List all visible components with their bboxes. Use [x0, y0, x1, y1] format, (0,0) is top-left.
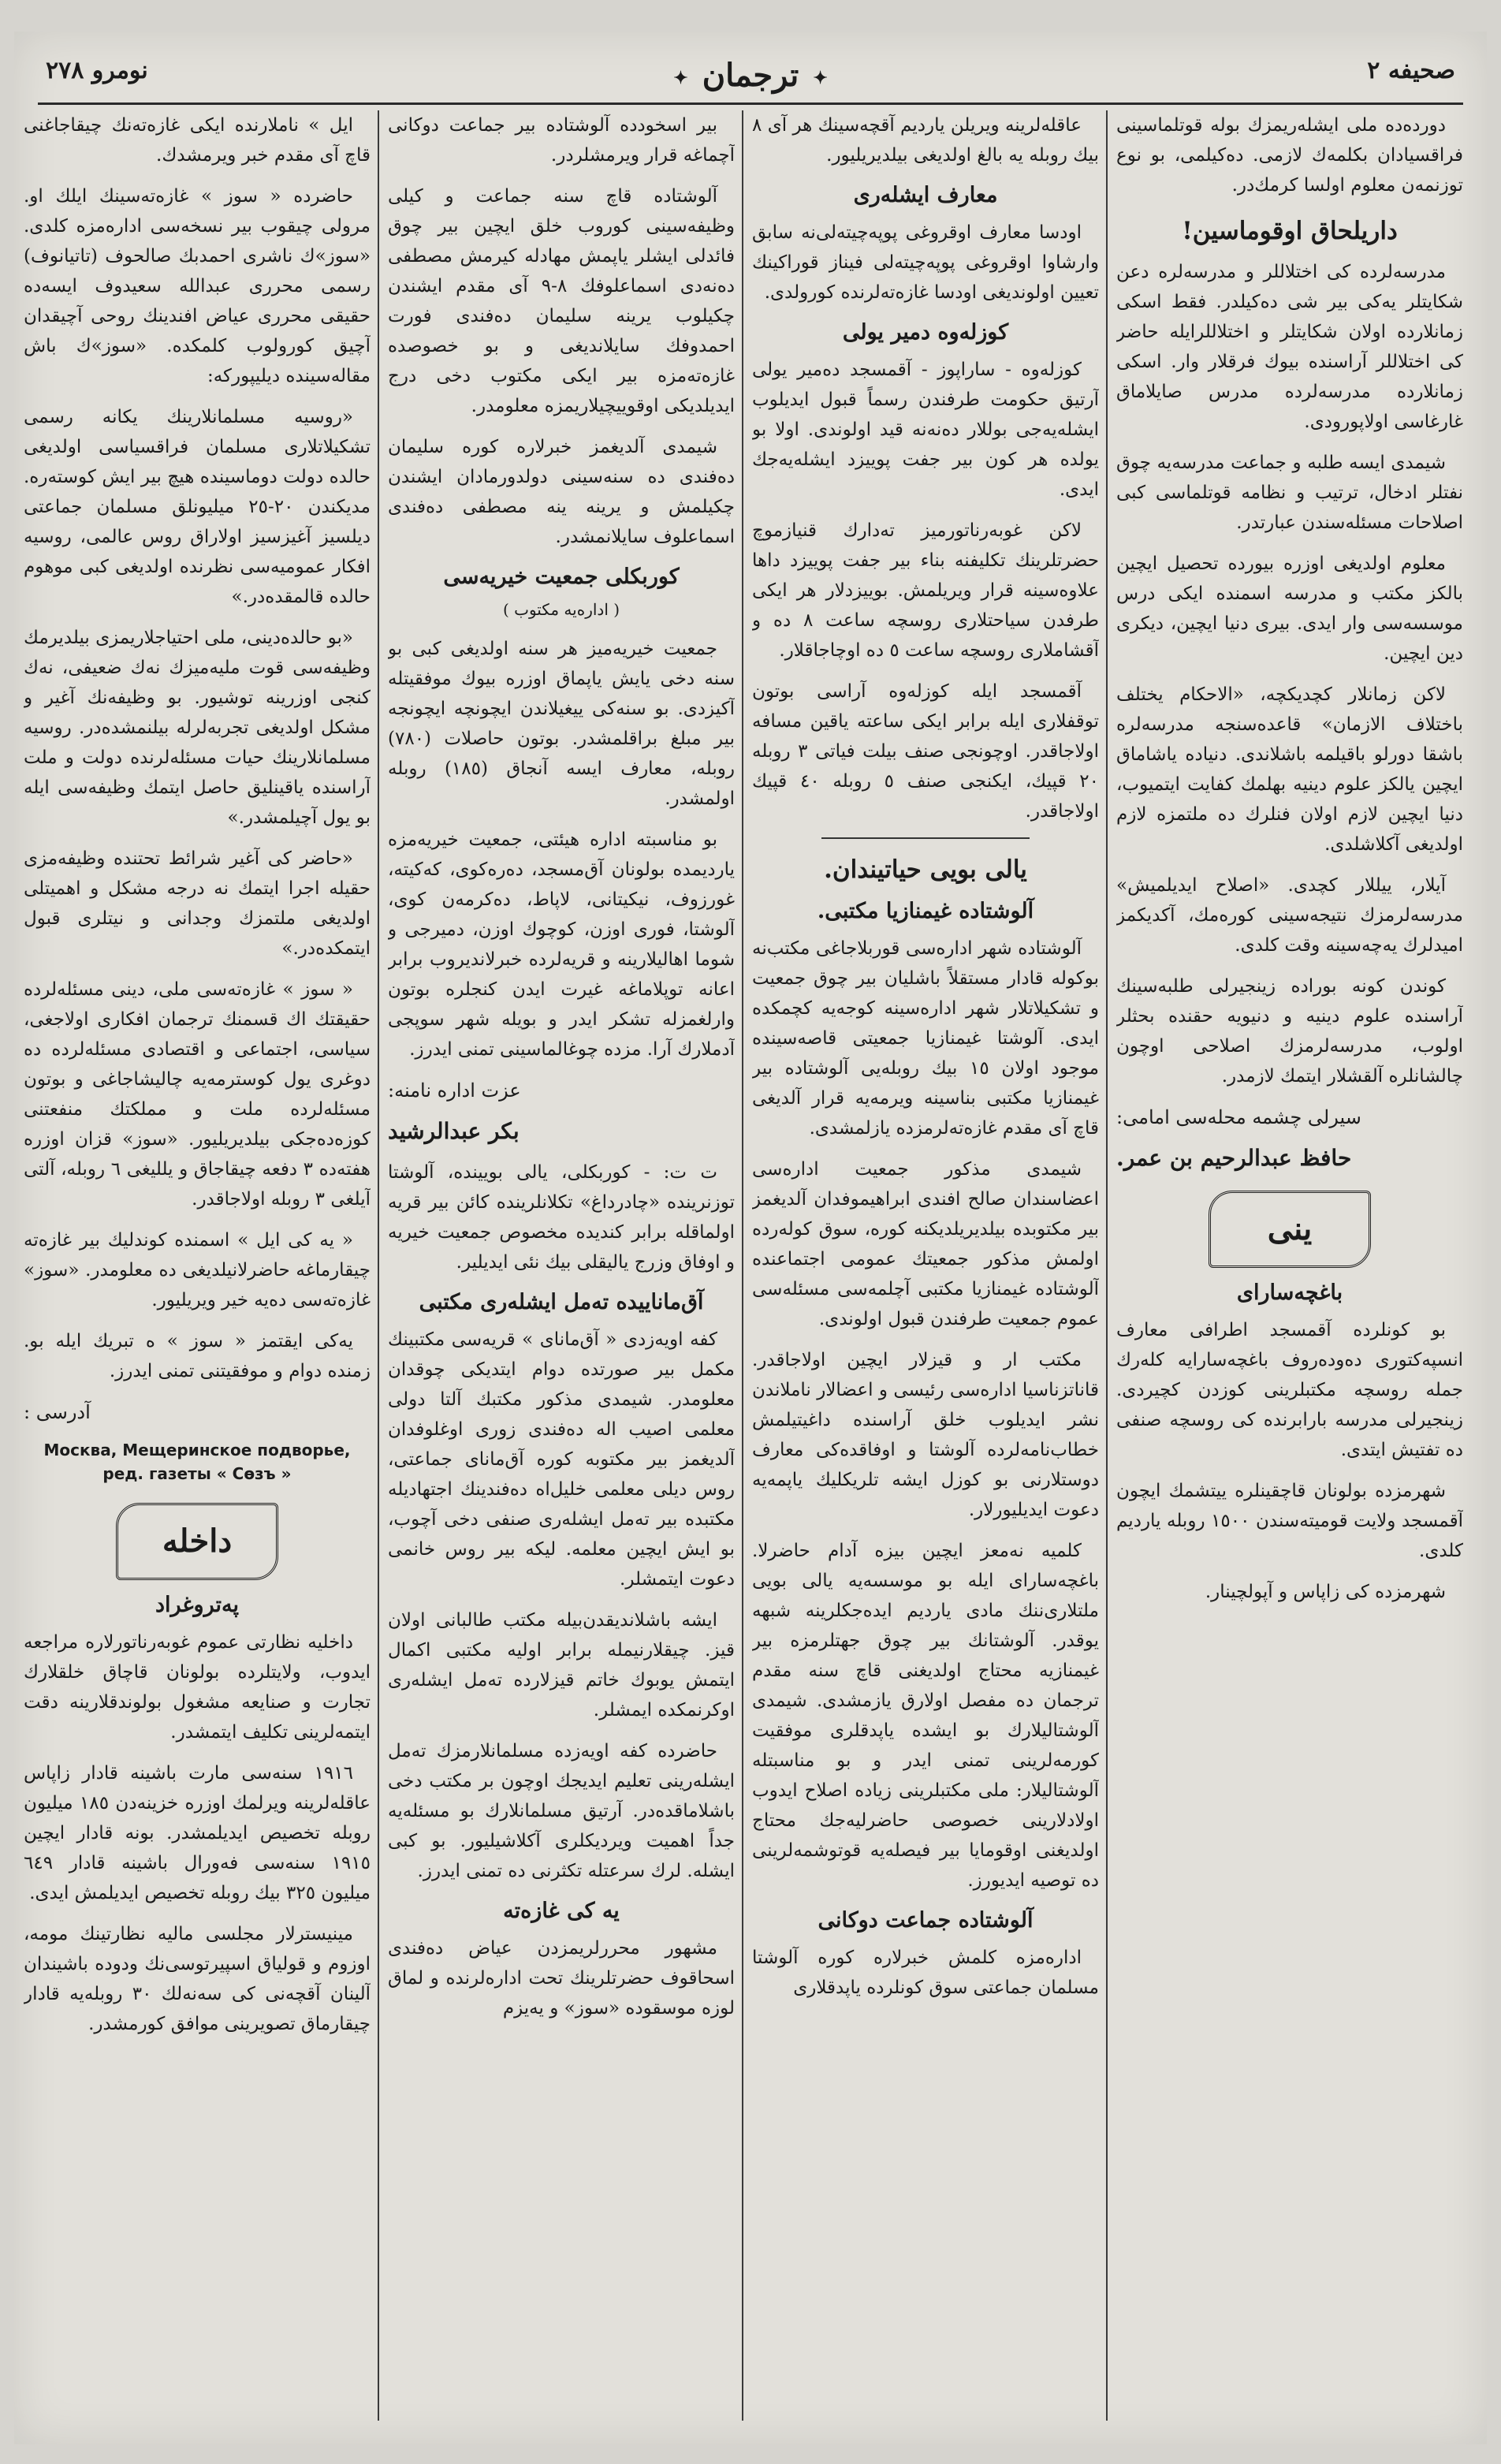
article-paragraph: بیر اسخودده آلوشتاده بیر جماعت دوكانی آچماغه قرار ویرمشلردر.: [388, 115, 735, 166]
issue-number-label: نومرو ٢٧٨: [46, 57, 148, 84]
article-paragraph: جمعیت خیریه‌میز هر سنه اولدیغی كبی بو سنه دخی یایش یاپماق اوزره بیوك موفقیتله آكیزدی. بو سنه‌كی ییغیلاندن ایچونچه ایچونجه بیر مبلغ براقلمشدر. بوتون حاصلات (٧٨٠) روبله، معارف ایسه آنجاق (١٨٥) روبله اولمشدر.: [388, 639, 735, 809]
signature-name: بكر عبدالرشید: [388, 1118, 520, 1144]
article-paragraph: لاكن زمانلار كچدیكچه، «الاحكام یختلف باختلاف الازمان» قاعده‌سنجه مدرسه‌لره باشقا دورلو باقیلمه باشلاندی. دنیاده یاشاماق ایچین یالكز علوم دینیه بهلمك كفایت ایتمیوب، دنیا ایچین لازم اولان فنلرك ده ملتمزه لازم اولدیغی آكلاشلدی.: [1116, 684, 1463, 855]
column-divider: [742, 110, 743, 2421]
article-subheading: ( اداره‌یه مكتوب ): [502, 600, 620, 619]
column-divider: [378, 110, 379, 2421]
article-heading: معارف ایشله‌ری: [853, 183, 998, 207]
article-paragraph: شیمدی مذكور جمعیت اداره‌سی اعضاسندان صالح افندی ابراهیموفدان آلدیغمز بیر مكتوبده بیلدیریلدیكنه كوره، سوق كوله‌رده اولمش مذكور جمعیتك عمومی اجتماعنده آلوشتاده غیمنازیا مكتبی آچلمه‌سی مسئله‌سی عموم جمعیت طرفندن قبول اولوندی.: [752, 1159, 1099, 1329]
page-number-label: صحيفه ٢: [1367, 57, 1455, 84]
article-paragraph: « سوز » غازه‌ته‌سی ملی، دینی مسئله‌لرده حقیقتك اك قسمنك ترجمان افكاری اولاجغی، سیاسی، اجتماعی و اقتصادی مسئله‌لرده ده دوغری یول كوسترمه‌یه چالیشاجاغی و بوتون مسئله‌لرده ملت و مملكتك منفعتنی كوزه‌ده‌جكی بیلدیریلیور. «سوز» قزان اوزره هفته‌ده ٣ دفعه چیقاجاق و یللیغی ٦ روبله، آلتی آیلغی ٣ روبله اولاجاقدر.: [24, 979, 371, 1210]
article-paragraph: ایل » ناملارنده ایكی غازه‌ته‌نك چیقاجاغنی قاچ آی مقدم خبر ویرمشدك.: [24, 115, 371, 166]
article-paragraph: لاكن غوبه‌رناتورمیز ته‌دارك قنیازموچ حضرتلرینك تكلیفنه بناء بیر جفت پوییزد داها علاوه‌سینه قرار ویریلمش. بوییزدلار هر ایكی طرفدن سیاحتلاری روسچه ساعت ٨ ده و آقشاملاری روسچه ساعت ٥ ده اوچاجاقلار.: [752, 520, 1099, 661]
article-heading: آلوشتاده غیمنازیا مكتبی.: [817, 899, 1034, 923]
article-heading: داریلحاق اوقوماسین!: [1182, 217, 1398, 245]
article-paragraph: «بو حالده‌دینی، ملی احتیاجلاریمزی بیلدیرمك وظیفه‌سی قوت ملیه‌میزك نه‌ك ضعیفی، نه‌ك كنجی اوزرینه توشیور. بو وظیفه‌نك آغیر و مشكل اولدیغی تجربه‌لرله بیلنمشده‌در. روسیه مسلمانلارینك حیات مسئله‌لرنده دولت و ملت آراسنده یاقینلیق حاصل ایتمك وظیفه‌سی ایله بو یول آچیلمشدر.»: [24, 628, 371, 828]
signature-label: سیرلی چشمه محله‌سی امامی:: [1116, 1106, 1361, 1128]
article-paragraph: ١٩١٦ سنه‌سی مارت باشینه قادار زاپاس عاقله‌لرینه ویرلمك اوزره خزینه‌دن ١٨٥ میلیون روبله تخصیص ایدیلمشدر. بونه قادار ایچین ١٩١٥ سنه‌سی فه‌ورال باشینه قادار ٦٤٩ میلیون ٣٢٥ بیك روبله تخصیص ایدیلمش ایدی.: [24, 1763, 371, 1903]
section-heading: یالی بویی حیاتیندان.: [824, 856, 1027, 884]
article-paragraph: «روسیه مسلمانلارینك یكانه رسمی تشكیلاتلاری مسلمان فراقسیاسی اولدیغی حالده دولت دوماسینده هیچ بیر ایش كوسته‌ره. مدیكندن ٢٠-٢٥ میلیونلق مسلمان جماعتی دیلسیز آغیزسیز اولاراق روس عالمی، روسیه افكار عمومیه‌سی نظرنده اولدیغی كبی موهوم حالده قالمقده‌در.»: [24, 407, 371, 607]
article-paragraph: یه‌كی ایقتمز « سوز » ه تبریك ایله بو. زمنده دوام و موفقیتنی تمنی ایدرز.: [24, 1331, 371, 1381]
article-paragraph: عاقله‌لرینه ویریلن یاردیم آقچه‌سینك هر آی ٨ بیك روبله یه بالغ اولدیغی بیلدیریلیور.: [752, 115, 1099, 166]
article-paragraph: آلوشتاده شهر اداره‌سی قوربلاجاغی مكتب‌نه بوكوله قادار مستقلاً باشلیان بیر چوق جمعیت و تشكیلاتلار شهر اداره‌سینه كوجه‌یه كچمكده ایدی. آلوشتا غیمنازیا جمعیتی قاصه‌سینده موجود اولان ١٥ بیك روبله‌یی آلوشتاده بیر غیمنازیا مكتبی بناسینه ویرمه‌یه قرار آلدیغی قاچ آی مقدم غازه‌ته‌لرمزده یازلمشدی.: [752, 938, 1099, 1139]
article-paragraph: حاضرده كفه اویه‌زده مسلمانلارمزك ته‌مل ایشله‌رینی تعلیم ایدیجك اوچون بر مكتب دخی باشلاماقده‌در. آرتیق مسلمانلارك بو مسئله‌یه جداً اهمیت ویردیكلری آكلاشیلیور. بو كبی ایشله. لرك سرعتله تكثرنی ده تمنی ایدرز.: [388, 1741, 735, 1881]
section-heading-box: داخله: [116, 1503, 278, 1580]
article-heading: پەتروغراد: [155, 1593, 239, 1617]
article-paragraph: اودسا معارف اوقروغی پوپه‌چیته‌لی‌نه سابق وارشاوا اوقروغی پوپه‌چیته‌لی فیناز قوراكینك تعیین اولوندیغی اودسا غازه‌ته‌لرنده كورولدی.: [752, 222, 1099, 303]
article-paragraph: داخلیه نظارتی عموم غوبه‌رناتورلاره مراجعه ایدوب، ولایتلرده بولونان قاچاق خلقلارك تجارت و صنایعه مشغول بولوندقلارینه دقت ایتمه‌لرینی تكلیف ایتمشدر.: [24, 1632, 371, 1743]
article-paragraph: مدرسه‌لرده كی اختلاللر و مدرسه‌لره دعن شكایتلر یه‌كی بیر شی ده‌كیلدر. فقط اسكی زمانلارده اولان شكایتلر و اختلاللرایله حاضر كی اختلاللر آراسنده بیوك فرقلار وار. اسكی زمانلارده مدرسه‌لرده مدرس صایلاماق غارغاسی اولاپورودی.: [1116, 262, 1463, 432]
article-paragraph: « یه كی ایل » اسمنده كوندلیك بیر غازه‌ته چیقارماغه حاضرلانیلدیغی ده معلومدر. «سوز» غازه‌ته‌سی ده‌یه خیر ویریلیور.: [24, 1230, 371, 1310]
article-paragraph: شهرمزده كی زاپاس و آپولچینار.: [1205, 1582, 1446, 1602]
article-paragraph: اداره‌مزه كلمش خبرلاره كوره آلوشتا مسلمان جماعتی سوق كونلرده یاپدقلاری: [752, 1948, 1099, 1998]
article-paragraph: معلوم اولدیغی اوزره بیورده تحصیل ایچین بالكز مكتب و مدرسه اسمنده ایكی درس موسسه‌سی وار ایدی. بیری دنیا ایچین، دیكری دین ایچین.: [1116, 554, 1463, 664]
article-paragraph: دورده‌ده ملی ایشله‌ریمزك بوله قوتلماسینی فراقسیادان بكلمه‌ك لازمی. ده‌كیلمی، بو نوع توزنمه‌ن معلوم اولسا كرمك‌در.: [1116, 115, 1463, 196]
article-paragraph: آقمسجد ایله كوزله‌وه آراسی بوتون توقفلاری ایله برابر ایكی ساعته یاقین مسافه اولاجاقدر. اوچونجی صنف بیلت فیاتی ٣ روبله ٢٠ قپیك، ایكنجی صنف ٥ روبله ٤٠ قپیك اولاجاقدر.: [752, 681, 1099, 822]
article-heading: كوربكلی جمعیت خیریه‌سی: [443, 565, 680, 589]
article-paragraph: كوندن كونه بوراده زینجیرلی طلبه‌سینك آراسنده علوم دینیه و دنیویه حقنده بحثلر اولوب، مدرسه‌لرمزك اصلاحی اوچون چالشانلره آلقشلار ایتمك لازمدر.: [1116, 976, 1463, 1087]
article-columns: [24, 110, 1463, 2421]
column-divider: [1106, 110, 1108, 2421]
article-heading: آق‌ماناییده ته‌مل ایشله‌ری مكتبی: [419, 1290, 704, 1314]
newspaper-page: [14, 32, 1487, 2444]
column-1: [1116, 110, 1463, 2421]
address-text: Москва, Мещеринское подворье, ред. газеты « Сөзъ »: [43, 1441, 351, 1483]
column-4: [24, 110, 371, 2421]
article-paragraph: مشهور محررلریمزدن عیاض ده‌فندی اسحاقوف حضرتلرینك تحت اداره‌لرنده و لماق لوزه موسقوده «سوز» و یه‌یزم: [388, 1938, 735, 2019]
article-paragraph: شهرمزده بولونان قاچقینلره ییتشمك ایچون آقمسجد ولایت قومیته‌سندن ١٥٠٠ روبله یاردیم كلدی.: [1116, 1481, 1463, 1561]
article-paragraph: مینیسترلار مجلسی مالیه نظارتینك مومه، اوزوم و قولیاق اسپیرتوسی‌نك ودوده باشیندان آلینان آقچه‌نی كی سه‌نه‌لك ٣٠ روبله‌یه قادار چیقارماق تصویرینی موافق كورمشدر.: [24, 1924, 371, 2034]
address-label: آدرسی :: [24, 1401, 91, 1423]
article-paragraph: مكتب ار و قیزلار ایچین اولاجاقدر. قاناتزناسیا اداره‌سی رئیسی و اعضالار ناملاندن نشر ایدیلوب خلق آراسنده داغیتیلمش خطاب‌نامه‌لرده آلوشتا و اوفاقده‌كی معارف دوستلارنی بو كوزل ایشه تلریكلیك یاپمه‌یه دعوت ایدیلیورلار.: [752, 1350, 1099, 1520]
section-heading-box: ینی: [1209, 1191, 1371, 1268]
article-paragraph: كفه اویه‌زدی « آق‌مانای » قریه‌سی مكتبینك مكمل بیر صورتده دوام ایتدیكی چوقدان معلومدر. شیمدی مذكور مكتبك آلتا دولی معلمی اصیب اله ده‌فندی زوری اوغلوفدان آلدیغمز بیر مكتوبه كوره آق‌مانای جماعتی، روس دیلی معلمی خلیل‌اه ده‌فندینك اجتهادیله مكتبده بیر ته‌مل ایشله‌ری صنفی دخی آچوب، بو ایش ایچین معلمه. لیكه بیر روس خانمی دعوت ایتمشلر.: [388, 1329, 735, 1590]
article-paragraph: كلمیه نه‌معز ایچین بیزه آدام حاضرلا. باغچه‌سارای ایله بو موسسه‌یه یالی بویی ملتلاری‌ننك مادی یاردیم ایده‌جكلرینه شبهه یوقدر. آلوشتانك بیر چوق جهتلرمزه بیر غیمنازیه محتاج اولدیغنی قاچ سنه مقدم ترجمان ده مفصل اولارق یازمشدی. شیمدی آلوشتالیلارك بو ایشده یاپدقلری موفقیت كورمه‌لرینی تمنی ایدر و بو مناسبتله آلوشتالیلار: ملی مكتبلرینی زیاده اصلاح ایدوب اولادلارینی خصوصی حاضرلیه‌جك محتاج اولدیغنی اوقومایا بیر فیصله‌یه قوتوشمه‌لرینی ده توصیه ایدیورز.: [752, 1541, 1099, 1891]
article-paragraph: آلوشتاده قاچ سنه جماعت و كیلی وظیفه‌سینی كوروب خلق ایچین بیر چوق فائدلی ایشلر یاپمش مهاد‌له كیرمش مصطفی ده‌نه‌دی اسماعلوفك ٨-٩ آی مقدم ایشندن چكیلوب یرینه سلیمان ده‌فندی فورت احمدوفك سایلاندیغی و بو خصوصده غازه‌ته‌مزه بیر ایكی مكتوب دخی درج ایدیلدیكی اوقوییچیلاریمزه معلومدر.: [388, 186, 735, 416]
article-paragraph: ایشه باشلاندیقدن‌بیله مكتب طالبانی اولان قیز. چیقلارنیمله برابر اولیه مكتبی اكمال ایتمش یوبوك خاتم قیزلارده ته‌مل ایشله‌ری اوكرنمكده ایمشلر.: [388, 1610, 735, 1720]
article-heading: باغچه‌سارای: [1236, 1280, 1343, 1305]
article-paragraph: ت ت: - كوربكلی، یالی بویینده، آلوشتا توزنرینده «چادرداغ» تكلانلرینده كائن بیر قریه اولماقله برابر كندیده مخصوص جمعیت خیریه و اوفاق وزرج یالیقلی بیك نئی ایدیلیر.: [388, 1162, 735, 1273]
article-paragraph: شیمدی آلدیغمز خبرلاره كوره سلیمان ده‌فندی ده سنه‌سینی دولدورمادان ایشندن چكیلمش و یرینه ینه مصطفی ده‌فندی اسماعلوف سایلانمشدر.: [388, 437, 735, 547]
article-paragraph: آیلار، ییللار كچدی. «اصلاح ایدیلمیش» مدرسه‌لرمزك نتیجه‌سینی كوره‌مك، آكدیكمز امیدلرك یه‌چه‌سینه وقت كلدی.: [1116, 875, 1463, 956]
signature-name: حافظ عبدالرحیم بن عمر.: [1116, 1145, 1352, 1171]
article-heading: آلوشتاده جماعت دوكانی: [818, 1908, 1034, 1933]
article-paragraph: بو مناسبته اداره هیئتی، جمعیت خیریه‌مزه یاردیمده بولونان آق‌مسجد، ده‌ره‌كوی، كه‌كیته، غورزوف، نیكیتانی، لاپاط، ده‌كرمه‌ن كوی، آلوشتا، فوری اوزن، كوچوك اوزن، دمیرجی و شوما اهالیلارینه و قریه‌لرده خبرلاندیروب برابر اعانه توپلاماغه غیرت ایدن كنجلره بوتون وارلغمزله تشكر ایدر و بویله شهر سوپجی آدملارك آرا. مزده چوغالماسینی تمنی ایدرز.: [388, 829, 735, 1060]
article-paragraph: كوزله‌وه - ساراپوز - آقمسجد ده‌میر یولی آرتیق حكومت طرفندن رسماً قبول ایدیلوب ایشله‌یه‌جی بوللار ده‌نه‌نه قید اولوندی. اولا بو یولده هر كون بیر جفت پوییزد ایشله‌یه‌جك ایدی.: [752, 360, 1099, 500]
article-paragraph: شیمدی ایسه طلبه و جماعت مدرسه‌یه چوق نفتلر ادخال، ترتیب و نظامه قوتلماسی كبی اصلاحات مسئله‌سندن عبارتدر.: [1116, 453, 1463, 533]
article-heading: كوزله‌وه دمیر یولی: [842, 320, 1009, 345]
signature-label: عزت اداره نامنه:: [388, 1079, 521, 1102]
article-paragraph: حاضرده « سوز » غازه‌ته‌سینك ایلك او. مرولی چیقوب بیر نسخه‌سی اداره‌مزه كلدی. «سوز»ك ناشری احمدبك صالحوف (تاتیانوف) رسمی محرری عبدالله سعیدوف ایسه‌ده حقیقی محرری عیاض افندینك روحی آچیقدان آچیق كورولوب كلمكده. «سوز»ك باش مقاله‌سینده دیلیپوركه:: [24, 186, 371, 386]
masthead: [38, 47, 1463, 105]
section-separator: [821, 837, 1030, 839]
article-heading: یه كی غازه‌ته: [503, 1899, 620, 1923]
article-paragraph: بو كونلرده آقمسجد اطرافی معارف انسپه‌كتوری ده‌وده‌روف باغچه‌سارایه كله‌رك جمله روسچه مكتبلرینی كوزدن كچیردی. زینجیرلی مدرسه بارابرنده كی روسچه صنفی ده تفتیش ایتدی.: [1116, 1320, 1463, 1460]
newspaper-title: ✦ ترجمان ✦: [659, 57, 842, 94]
article-paragraph: «حاضر كی آغیر شرائط تحتنده وظیفه‌مزی حقیله اجرا ایتمك نه درجه مشكل و اهمیتلی اولدیغی ملتمزك وجدانی و نیتلری قبول ایتمكده‌در.»: [24, 848, 371, 959]
column-3: [388, 110, 735, 2421]
column-2: [752, 110, 1099, 2421]
